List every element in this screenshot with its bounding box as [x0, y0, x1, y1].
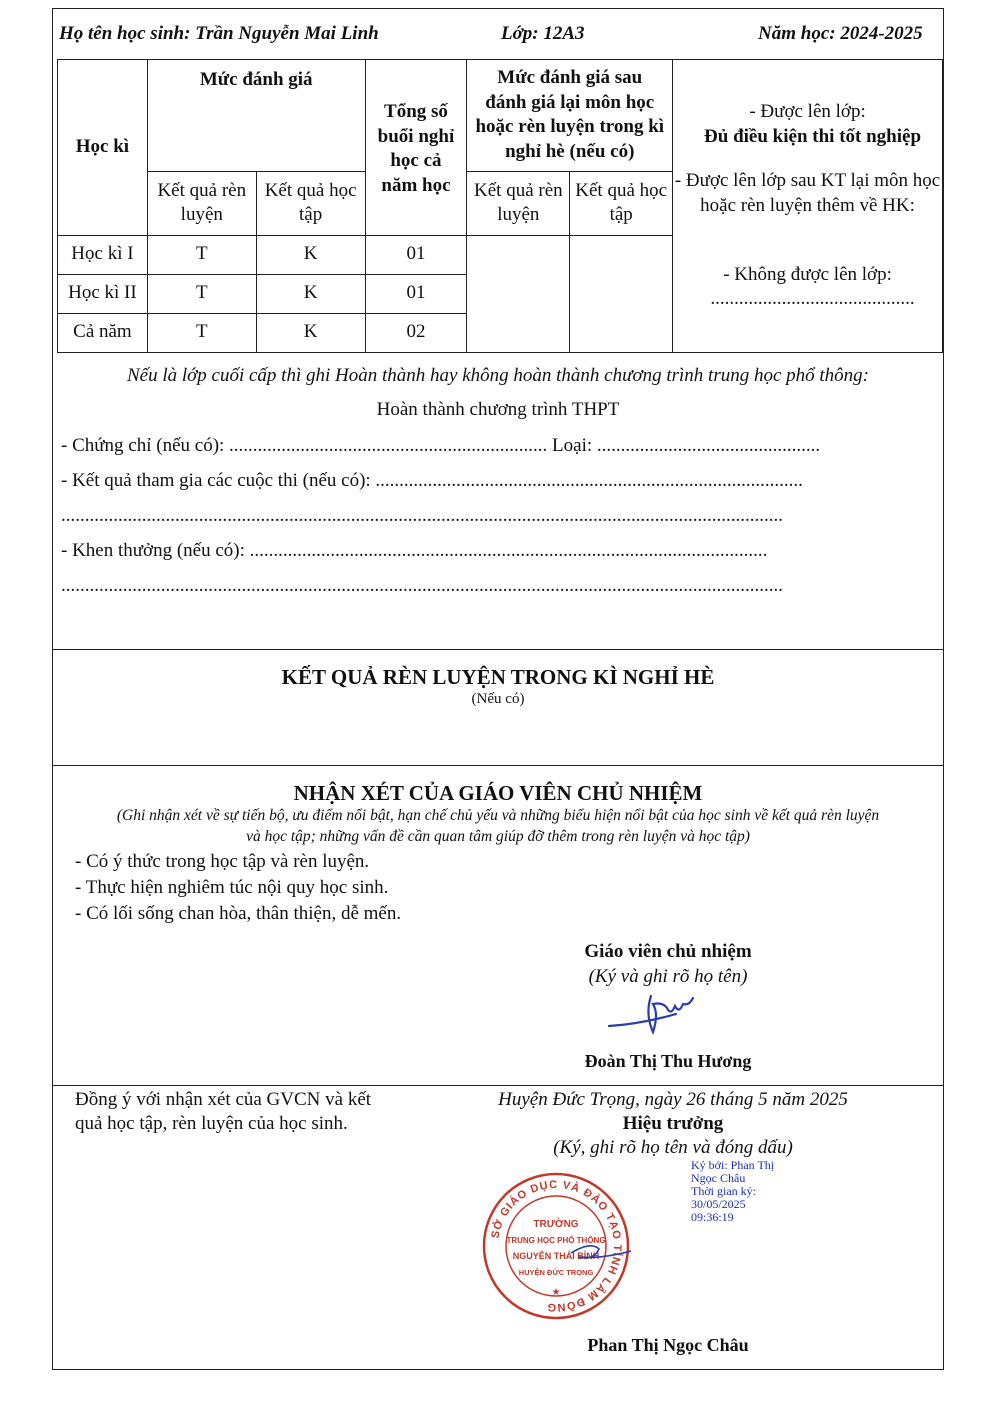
school-year: Năm học: 2024-2025 [758, 23, 923, 44]
header-conduct: Kết quả rèn luyện [147, 171, 256, 235]
principal-sign-note: (Ký, ghi rõ họ tên và đóng dấu) [553, 1137, 793, 1158]
header-reeval-study: Kết quả học tập [570, 171, 673, 235]
summer-subtitle: (Nếu có) [471, 691, 525, 707]
header-rating: Mức đánh giá [147, 60, 365, 172]
row-label: Học kì I [58, 235, 148, 274]
row-absent: 02 [365, 313, 467, 352]
digital-sig-line: 09:36:19 [691, 1210, 734, 1224]
principal-agree-2: quả học tập, rèn luyện của học sinh. [75, 1113, 348, 1134]
principal-role: Hiệu trưởng [622, 1113, 724, 1134]
summer-title: KẾT QUẢ RÈN LUYỆN TRONG KÌ NGHỈ HÈ [281, 665, 715, 689]
promoted-after-label: - Được lên lớp sau KT lại môn học hoặc rèn luyện thêm về HK: [674, 170, 941, 216]
awards-line: - Khen thưởng (nếu có): ............................................................................................................. [61, 540, 768, 561]
student-name: Họ tên học sinh: Trần Nguyễn Mai Linh [59, 23, 379, 44]
class-label: Lớp: 12A3 [501, 23, 585, 44]
row-absent: 01 [365, 235, 467, 274]
comment-item: - Có lối sống chan hòa, thân thiện, dễ mến. [75, 903, 402, 924]
contests-continued: ........................................................................................................................................................ [61, 505, 783, 526]
principal-agree-1: Đồng ý với nhận xét của GVCN và kết [75, 1089, 372, 1110]
reeval-conduct-cell [467, 235, 570, 352]
header-semester: Học kì [58, 60, 148, 236]
reeval-study-cell [570, 235, 673, 352]
divider [53, 765, 943, 766]
row-conduct: T [147, 235, 256, 274]
school-seal [481, 1171, 631, 1321]
report-page [52, 8, 944, 1370]
not-promoted-dots: ........................................... [710, 288, 915, 310]
grades-table [57, 59, 943, 353]
digital-sig-line: Ngọc Châu [691, 1171, 746, 1185]
svg-text:TRƯỜNG: TRƯỜNG [533, 1219, 579, 1230]
principal-name: Phan Thị Ngọc Châu [587, 1335, 749, 1355]
svg-text:SỞ GIÁO DỤC VÀ ĐÀO TẠO TỈNH LÂ: SỞ GIÁO DỤC VÀ ĐÀO TẠO TỈNH LÂM ĐỒNG [489, 1178, 624, 1314]
teacher-name: Đoàn Thị Thu Hương [584, 1051, 752, 1071]
comment-instruction-2: và học tập; những vấn đề cần quan tâm giúp đỡ thêm trong rèn luyện và học tập) [246, 828, 750, 845]
not-promoted-label: - Không được lên lớp: [723, 263, 892, 285]
promoted-label: - Được lên lớp: [749, 100, 866, 122]
header-reeval-conduct: Kết quả rèn luyện [467, 171, 570, 235]
row-absent: 01 [365, 274, 467, 313]
svg-text:HUYỆN ĐỨC TRỌNG: HUYỆN ĐỨC TRỌNG [518, 1268, 594, 1277]
header-study: Kết quả học tập [256, 171, 365, 235]
row-study: K [256, 313, 365, 352]
digital-sig-line: Thời gian ký: [691, 1184, 757, 1198]
promotion-panel [673, 60, 943, 353]
row-conduct: T [147, 313, 256, 352]
promoted-value: Đủ điều kiện thi tốt nghiệp [704, 125, 922, 147]
divider [53, 1085, 943, 1086]
header-absences: Tổng số buổi nghỉ học cả năm học [365, 60, 467, 236]
comment-instruction-1: (Ghi nhận xét về sự tiến bộ, ưu điểm nổi bật, hạn chế chủ yếu và những biểu hiện nổi bật của học sinh về kết quả rèn luyện [116, 807, 880, 824]
row-study: K [256, 274, 365, 313]
certificate-line: - Chứng chỉ (nếu có): ................................................................... Loại: ............................................... [61, 435, 821, 456]
comment-item: - Thực hiện nghiêm túc nội quy học sinh. [75, 877, 389, 898]
completion-note: Nếu là lớp cuối cấp thì ghi Hoàn thành hay không hoàn thành chương trình trung học phổ thông: [126, 365, 870, 386]
teacher-role: Giáo viên chủ nhiệm [584, 941, 752, 962]
teacher-sign-note: (Ký và ghi rõ họ tên) [588, 966, 748, 987]
completion-value: Hoàn thành chương trình THPT [376, 399, 620, 420]
row-conduct: T [147, 274, 256, 313]
digital-sig-line: 30/05/2025 [691, 1197, 746, 1211]
divider [53, 649, 943, 650]
header-reevaluation: Mức đánh giá sau đánh giá lại môn học hoặc rèn luyện trong kì nghỉ hè (nếu có) [467, 60, 673, 172]
svg-text:NGUYỄN THÁI BÌNH: NGUYỄN THÁI BÌNH [512, 1251, 600, 1261]
svg-text:★: ★ [551, 1287, 561, 1298]
teacher-signature [601, 984, 711, 1044]
awards-continued: ........................................................................................................................................................ [61, 575, 783, 596]
row-study: K [256, 235, 365, 274]
comment-title: NHẬN XÉT CỦA GIÁO VIÊN CHỦ NHIỆM [293, 781, 703, 805]
place-date: Huyện Đức Trọng, ngày 26 tháng 5 năm 2025 [498, 1089, 848, 1110]
digital-sig-line: Ký bởi: Phan Thị [691, 1158, 775, 1172]
contests-line: - Kết quả tham gia các cuộc thi (nếu có): .......................................................................................... [61, 470, 803, 491]
svg-text:TRUNG HỌC PHỔ THÔNG: TRUNG HỌC PHỔ THÔNG [506, 1236, 606, 1245]
comment-item: - Có ý thức trong học tập và rèn luyện. [75, 851, 370, 872]
row-label: Cả năm [58, 313, 148, 352]
row-label: Học kì II [58, 274, 148, 313]
digital-signature-info [691, 1159, 774, 1224]
